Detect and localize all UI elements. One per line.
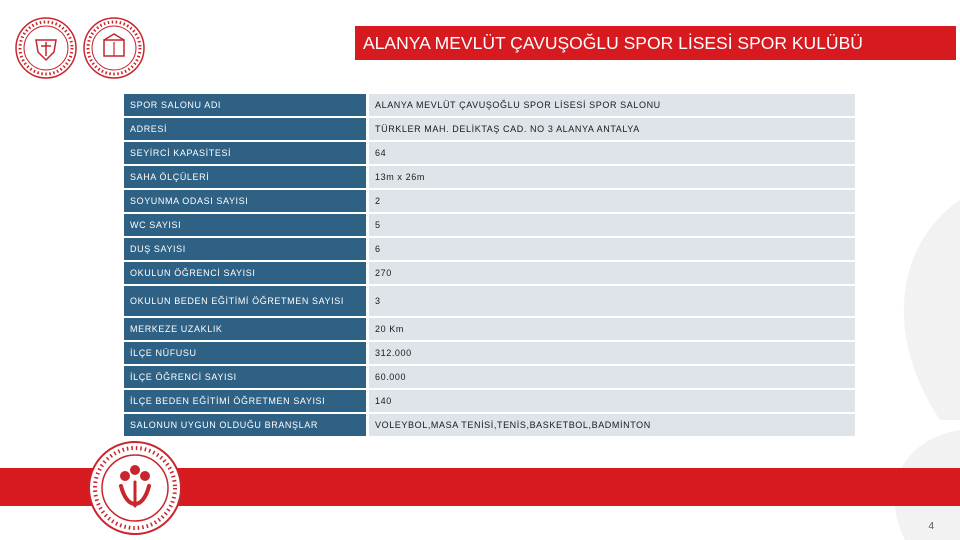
page-number: 4	[928, 521, 934, 532]
row-value: 270	[369, 262, 855, 284]
table-row	[124, 190, 855, 212]
table-row	[124, 390, 855, 412]
ministry-emblem-icon	[14, 16, 78, 80]
table-row	[124, 262, 855, 284]
table-row	[124, 366, 855, 388]
row-label: İLÇE NÜFUSU	[124, 342, 369, 364]
table-row	[124, 94, 855, 116]
row-value: VOLEYBOL,MASA TENİSİ,TENİS,BASKETBOL,BADMİNTON	[369, 414, 855, 436]
row-value: 60.000	[369, 366, 855, 388]
row-label: İLÇE BEDEN EĞİTİMİ ÖĞRETMEN SAYISI	[124, 390, 369, 412]
table-row	[124, 166, 855, 188]
row-label: DUŞ SAYISI	[124, 238, 369, 260]
row-value: 64	[369, 142, 855, 164]
row-value: 5	[369, 214, 855, 236]
page-title: ALANYA MEVLÜT ÇAVUŞOĞLU SPOR LİSESİ SPOR KULÜBÜ	[355, 26, 956, 60]
row-value: TÜRKLER MAH. DELİKTAŞ CAD. NO 3 ALANYA ANTALYA	[369, 118, 855, 140]
sports-hall-info-table	[124, 92, 855, 438]
school-emblem-icon	[82, 16, 146, 80]
table-row	[124, 238, 855, 260]
row-label: WC SAYISI	[124, 214, 369, 236]
row-label: ADRESİ	[124, 118, 369, 140]
table-row	[124, 318, 855, 340]
row-value: 6	[369, 238, 855, 260]
row-label: SAHA ÖLÇÜLERİ	[124, 166, 369, 188]
row-label: OKULUN BEDEN EĞİTİMİ ÖĞRETMEN SAYISI	[124, 286, 369, 316]
row-label: MERKEZE UZAKLIK	[124, 318, 369, 340]
row-value: ALANYA MEVLÜT ÇAVUŞOĞLU SPOR LİSESİ SPOR SALONU	[369, 94, 855, 116]
row-label: SPOR SALONU ADI	[124, 94, 369, 116]
youth-sports-emblem-icon	[87, 440, 183, 536]
row-value: 3	[369, 286, 855, 316]
row-value: 2	[369, 190, 855, 212]
row-label: SOYUNMA ODASI SAYISI	[124, 190, 369, 212]
row-label: İLÇE ÖĞRENCİ SAYISI	[124, 366, 369, 388]
table-row	[124, 342, 855, 364]
row-value: 312.000	[369, 342, 855, 364]
row-value: 13m x 26m	[369, 166, 855, 188]
row-label: SALONUN UYGUN OLDUĞU BRANŞLAR	[124, 414, 369, 436]
row-value: 140	[369, 390, 855, 412]
row-label: SEYİRCİ KAPASİTESİ	[124, 142, 369, 164]
table-row	[124, 286, 855, 316]
table-row	[124, 142, 855, 164]
row-value: 20 Km	[369, 318, 855, 340]
row-label: OKULUN ÖĞRENCİ SAYISI	[124, 262, 369, 284]
table-row	[124, 118, 855, 140]
table-row	[124, 414, 855, 436]
table-row	[124, 214, 855, 236]
